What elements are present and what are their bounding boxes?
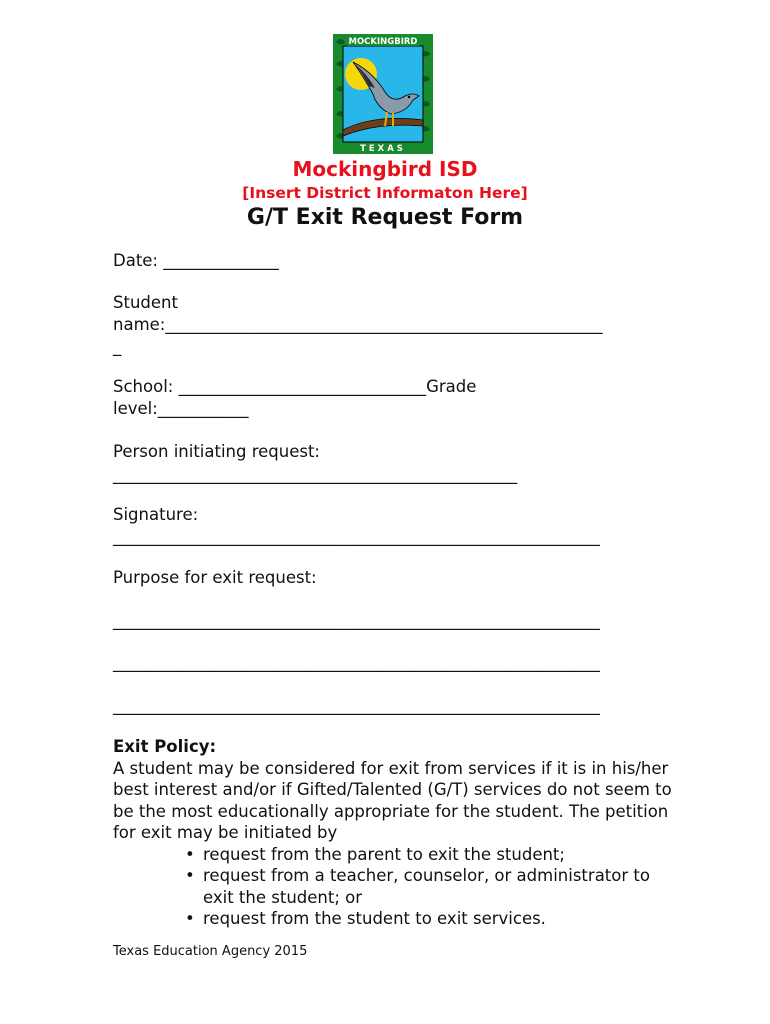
exit-policy-heading: Exit Policy: — [113, 737, 217, 756]
logo-bottom-text: TEXAS — [360, 144, 406, 154]
list-item: • request from a teacher, counselor, or administrator to exit the student; or — [183, 865, 673, 908]
purpose-line-2[interactable]: ___________________________________________________________ — [113, 653, 600, 672]
list-item: • request from the student to exit services. — [183, 908, 673, 930]
student-label: Student — [113, 293, 178, 312]
signature-field[interactable]: ___________________________________________________________ — [113, 527, 600, 546]
person-initiating-label: Person initiating request: — [113, 442, 320, 461]
exit-policy-list — [113, 844, 673, 930]
purpose-line-1[interactable]: ___________________________________________________________ — [113, 611, 600, 630]
person-initiating-field[interactable]: _________________________________________________ — [113, 465, 518, 484]
district-info-placeholder: [Insert District Informaton Here] — [242, 184, 528, 202]
district-name: Mockingbird ISD — [292, 157, 478, 181]
logo-top-text: MOCKINGBIRD — [348, 37, 418, 47]
form-title: G/T Exit Request Form — [246, 205, 524, 230]
purpose-label: Purpose for exit request: — [113, 568, 317, 587]
mockingbird-texas-logo — [333, 34, 433, 154]
school-grade-field[interactable]: School: ______________________________Grade — [113, 377, 477, 396]
signature-label: Signature: — [113, 505, 199, 524]
exit-policy — [113, 736, 673, 930]
purpose-line-3[interactable]: ___________________________________________________________ — [113, 696, 600, 715]
grade-level-field[interactable]: level:___________ — [113, 399, 249, 418]
footer-text: Texas Education Agency 2015 — [113, 944, 308, 959]
date-field[interactable]: Date: ______________ — [113, 251, 279, 270]
exit-policy-body: A student may be considered for exit from services if it is in his/her best interest and/or if Gifted/Talented (G/T) services do not seem to be the most educationally appropriate for the student. The petition for exit may be initiated by — [113, 758, 672, 842]
student-name-field[interactable]: name:_____________________________________________________ — [113, 315, 603, 334]
list-item: • request from the parent to exit the student; — [183, 844, 673, 866]
student-name-overflow: _ — [113, 337, 122, 356]
